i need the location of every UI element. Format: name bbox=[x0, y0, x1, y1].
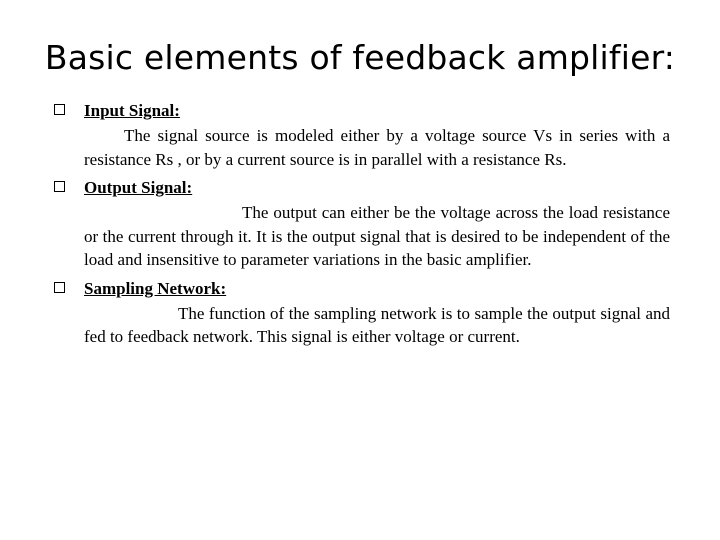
item-description: The function of the sampling network is to sample the output signal and fed to feedback network. This signal is either voltage or current. bbox=[84, 303, 670, 346]
square-bullet-icon bbox=[54, 104, 65, 115]
square-bullet-icon bbox=[54, 282, 65, 293]
list-item-output-signal bbox=[50, 177, 670, 272]
item-heading: Output Signal: bbox=[84, 178, 193, 197]
item-description: The signal source is modeled either by a voltage source Vs in series with a resistance Rs , or by a current source is in parallel with a resistance Rs. bbox=[84, 126, 670, 169]
square-bullet-icon bbox=[54, 181, 65, 192]
list-item-input-signal bbox=[50, 100, 670, 171]
bullet-list bbox=[50, 100, 670, 355]
item-heading: Input Signal: bbox=[84, 101, 180, 120]
item-description: The output can either be the voltage across the load resistance or the current through it. It is the output signal that is desired to be independent of the load and insensitive to parameter variations in the basic amplifier. bbox=[84, 203, 670, 269]
item-heading: Sampling Network: bbox=[84, 278, 227, 298]
list-item-sampling-network bbox=[50, 278, 670, 349]
slide-title: Basic elements of feedback amplifier: bbox=[44, 38, 676, 77]
